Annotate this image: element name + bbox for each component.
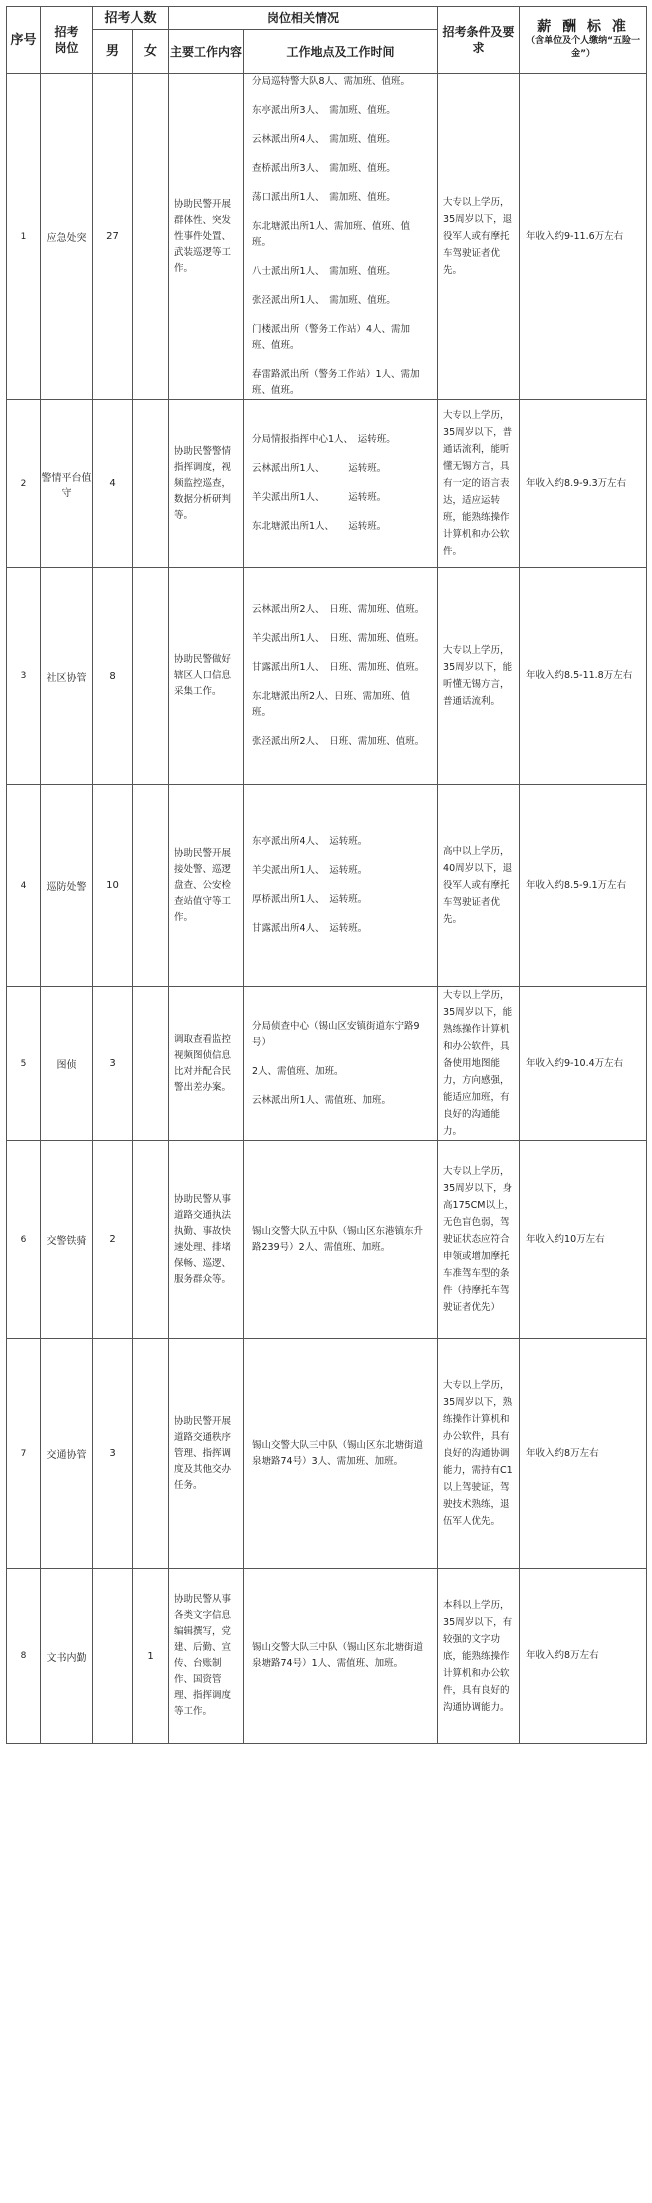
location-entry: 云林派出所4人、 需加班、值班。 — [252, 134, 396, 145]
location-entry: 甘露派出所4人、 运转班。 — [252, 923, 368, 934]
duty-description: 协助民警从事各类文字信息编辑撰写，党建、后勤、宣传、台账制作、国资管理、指挥调度等工作。 — [169, 1569, 244, 1744]
recruitment-table — [6, 6, 647, 1744]
location-entry: 云林派出所1人、 运转班。 — [252, 463, 387, 474]
row-number: 8 — [7, 1569, 41, 1744]
location-cell — [244, 1339, 438, 1569]
table-row — [7, 785, 647, 987]
header-duty: 主要工作内容 — [169, 30, 244, 74]
salary: 年收入约8.5-11.8万左右 — [520, 568, 647, 785]
table-row — [7, 1569, 647, 1744]
requirements: 大专以上学历，35周岁以下，身高175CM以上，无色盲色弱，驾驶证状态应符合申领或增加摩托车准驾车型的条件（持摩托车驾驶证者优先） — [438, 1141, 520, 1339]
row-number: 6 — [7, 1141, 41, 1339]
header-location: 工作地点及工作时间 — [244, 30, 438, 74]
requirements: 大专以上学历，35周岁以下，熟练操作计算机和办公软件，具有良好的沟通协调能力，需持有C1以上驾驶证，驾驶技术熟练，退伍军人优先。 — [438, 1339, 520, 1569]
location-entry: 厚桥派出所1人、 运转班。 — [252, 894, 368, 905]
row-number: 2 — [7, 400, 41, 568]
post-name: 交警铁骑 — [41, 1141, 93, 1339]
salary: 年收入约10万左右 — [520, 1141, 647, 1339]
header-salary — [520, 7, 647, 74]
location-entry: 张泾派出所1人、 需加班、值班。 — [252, 295, 396, 306]
salary: 年收入约8万左右 — [520, 1339, 647, 1569]
location-cell — [244, 987, 438, 1141]
table-row — [7, 987, 647, 1141]
row-number: 3 — [7, 568, 41, 785]
location-entry: 分局巡特警大队8人、需加班、值班。 — [252, 76, 411, 87]
male-count: 3 — [93, 1339, 133, 1569]
location-entry: 分局侦查中心（锡山区安镇街道东宁路9号） — [252, 1020, 420, 1048]
female-count — [133, 1339, 169, 1569]
table-row — [7, 74, 647, 400]
post-name: 巡防处警 — [41, 785, 93, 987]
female-count — [133, 785, 169, 987]
male-count — [93, 1569, 133, 1744]
row-number: 5 — [7, 987, 41, 1141]
location-entry: 锡山交警大队三中队（锡山区东北塘街道泉塘路74号）1人、需值班、加班。 — [252, 1642, 424, 1669]
location-entry: 门楼派出所（警务工作站）4人、需加班、值班。 — [252, 324, 411, 351]
location-entry: 查桥派出所3人、 需加班、值班。 — [252, 163, 396, 174]
location-cell — [244, 1141, 438, 1339]
duty-description: 协助民警开展群体性、突发性事件处置、武装巡逻等工作。 — [169, 74, 244, 400]
male-count: 10 — [93, 785, 133, 987]
duty-description: 协助民警从事道路交通执法执勤、事故快速处理、排堵保畅、巡逻、服务群众等。 — [169, 1141, 244, 1339]
location-cell — [244, 1569, 438, 1744]
location-entry: 云林派出所2人、 日班、需加班、值班。 — [252, 604, 425, 615]
location-entry: 东亭派出所3人、 需加班、值班。 — [252, 105, 396, 116]
table-row — [7, 400, 647, 568]
header-count: 招考人数 — [93, 7, 169, 30]
location-cell — [244, 568, 438, 785]
duty-description: 调取查看监控视频图侦信息比对并配合民警出差办案。 — [169, 987, 244, 1141]
salary: 年收入约9-10.4万左右 — [520, 987, 647, 1141]
salary: 年收入约8.9-9.3万左右 — [520, 400, 647, 568]
location-entry: 张泾派出所2人、 日班、需加班、值班。 — [252, 736, 425, 747]
post-name: 交通协管 — [41, 1339, 93, 1569]
duty-description: 协助民警开展道路交通秩序管理、指挥调度及其他交办任务。 — [169, 1339, 244, 1569]
location-entry: 2人、需值班、加班。 — [252, 1065, 344, 1077]
location-entry: 锡山交警大队五中队（锡山区东港镇东升路239号）2人、需值班、加班。 — [252, 1225, 424, 1253]
female-count — [133, 74, 169, 400]
location-entry: 八士派出所1人、 需加班、值班。 — [252, 266, 396, 277]
requirements: 本科以上学历，35周岁以下，有较强的文字功底，能熟练操作计算机和办公软件，具有良好的沟通协调能力。 — [438, 1569, 520, 1744]
location-entry: 锡山交警大队三中队（锡山区东北塘街道泉塘路74号）3人、需加班、加班。 — [252, 1439, 424, 1467]
table-row — [7, 568, 647, 785]
row-number: 1 — [7, 74, 41, 400]
header-related: 岗位相关情况 — [169, 7, 438, 30]
location-entry: 羊尖派出所1人、 运转班。 — [252, 492, 387, 503]
header-seq: 序号 — [7, 7, 41, 74]
post-name: 应急处突 — [41, 74, 93, 400]
location-entry: 东北塘派出所1人、 运转班。 — [252, 521, 387, 532]
salary: 年收入约8万左右 — [520, 1569, 647, 1744]
table-row — [7, 1339, 647, 1569]
female-count: 1 — [133, 1569, 169, 1744]
male-count: 2 — [93, 1141, 133, 1339]
location-cell — [244, 785, 438, 987]
duty-description: 协助民警开展接处警、巡逻盘查、公安检查站值守等工作。 — [169, 785, 244, 987]
row-number: 7 — [7, 1339, 41, 1569]
duty-description: 协助民警做好辖区人口信息采集工作。 — [169, 568, 244, 785]
requirements: 高中以上学历，40周岁以下，退役军人或有摩托车驾驶证者优先。 — [438, 785, 520, 987]
salary-title: 薪 酬 标 准 — [537, 18, 629, 35]
male-count: 3 — [93, 987, 133, 1141]
location-entry: 春雷路派出所（警务工作站）1人、需加班、值班。 — [252, 369, 420, 396]
duty-description: 协助民警警情指挥调度，视频监控巡查，数据分析研判等。 — [169, 400, 244, 568]
location-entry: 东北塘派出所2人、日班、需加班、值班。 — [252, 691, 411, 718]
female-count — [133, 568, 169, 785]
male-count: 8 — [93, 568, 133, 785]
female-count — [133, 1141, 169, 1339]
location-entry: 荡口派出所1人、 需加班、值班。 — [252, 192, 396, 203]
post-name: 图侦 — [41, 987, 93, 1141]
salary: 年收入约8.5-9.1万左右 — [520, 785, 647, 987]
salary-note: （含单位及个人缴纳“五险一金”） — [526, 35, 640, 59]
location-entry: 羊尖派出所1人、 日班、需加班、值班。 — [252, 633, 425, 644]
header-female: 女 — [133, 30, 169, 74]
requirements: 大专以上学历，35周岁以下，能熟练操作计算机和办公软件，具备使用地图能力，方向感强，能适应加班，有良好的沟通能力。 — [438, 987, 520, 1141]
location-entry: 东北塘派出所1人、需加班、值班、值班。 — [252, 221, 411, 248]
table-row — [7, 1141, 647, 1339]
male-count: 4 — [93, 400, 133, 568]
male-count: 27 — [93, 74, 133, 400]
female-count — [133, 400, 169, 568]
header-post: 招考 岗位 — [41, 7, 93, 74]
post-name: 社区协管 — [41, 568, 93, 785]
female-count — [133, 987, 169, 1141]
location-entry: 分局情报指挥中心1人、 运转班。 — [252, 434, 396, 445]
location-entry: 云林派出所1人、需值班、加班。 — [252, 1094, 392, 1106]
requirements: 大专以上学历，35周岁以下，普通话流利，能听懂无锡方言，具有一定的语言表达，适应运转班，能熟练操作计算机和办公软件。 — [438, 400, 520, 568]
header-requirements: 招考条件及要求 — [438, 7, 520, 74]
location-entry: 东亭派出所4人、 运转班。 — [252, 836, 368, 847]
post-name: 文书内勤 — [41, 1569, 93, 1744]
location-cell — [244, 74, 438, 400]
header-male: 男 — [93, 30, 133, 74]
salary: 年收入约9-11.6万左右 — [520, 74, 647, 400]
requirements: 大专以上学历，35周岁以下，能听懂无锡方言，普通话流利。 — [438, 568, 520, 785]
location-cell — [244, 400, 438, 568]
location-entry: 甘露派出所1人、 日班、需加班、值班。 — [252, 662, 425, 673]
location-entry: 羊尖派出所1人、 运转班。 — [252, 865, 368, 876]
row-number: 4 — [7, 785, 41, 987]
post-name: 警情平台值守 — [41, 400, 93, 568]
requirements: 大专以上学历，35周岁以下，退役军人或有摩托车驾驶证者优先。 — [438, 74, 520, 400]
